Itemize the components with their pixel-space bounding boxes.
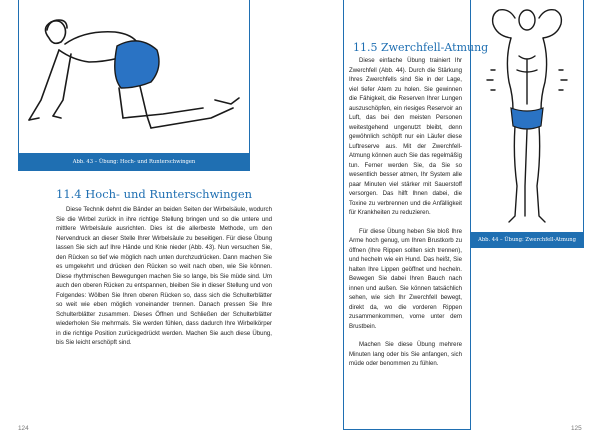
left-paragraph: Diese Technik dehnt die Bänder an beiden Seiten der Wirbelsäule, wodurch Sie die Wirbel zurück in ihre richtige Stellung bringen und so die untere und mittlere Wirbelsäule ausrichten. Dies ist die allerbeste Methode, um den Nervendruck an dieser Stelle Ihrer Wirbelsäule zu beseitigen. Für diese Übung lassen Sie sich auf Ihre Hände und Knie nieder (Abb. 43). Nun versuchen Sie, den Rücken so tief wie möglich nach unten durchzudrücken. Dann machen Sie es umgekehrt und drücken den Rücken so weit nach oben, wie Sie können. Diese rhythmischen Bewegungen machen Sie so lange, bis Sie müde sind. Um auch den oberen Rücken zu entspannen, bleiben Sie in dieser Stellung und von Folgendes: Wölben Sie Ihren oberen Rücken so, dass sich die Schulterblätter so weit wie eben möglich voneinander trennen. Danach pressen Sie Ihre Schulterblätter zusammen. Dieses Öffnen und Schließen der Schulterblätter wiederholen Sie mehrmals. Sie werden fühlen, dass dadurch Ihre Wirbelkörper in die richtige Position zurückgedrückt werden. Machen Sie auch diese Übung, bis Sie leicht erschöpft sind. [56,206,272,346]
left-body-text [56,205,272,348]
figure-44-illustration [471,0,581,232]
right-paragraph-2: Für diese Übung heben Sie bloß Ihre Arme hoch genug, um Ihren Brustkorb zu öffnen (Ihre Rippen sollten sich trennen), und hecheln wie ein Hund. Das heißt, Sie halten Ihre Lippen geöffnet und hecheln. Bewegen Sie dabei Ihren Bauch nach innen und außen. Sie können tatsächlich sehen, wie sich Ihr Zwerchfell bewegt, direkt da, wo die vorderen Rippen zusammenkommen, vorne unter dem Brustbein. [349,227,462,330]
figure-43-illustration [19,0,248,148]
right-page-number: 125 [571,425,582,432]
shorts-shape [115,41,159,88]
right-body-text [349,56,462,369]
figure-44-caption [470,232,584,248]
figure-43-caption [18,153,250,170]
left-page-number: 124 [18,425,29,432]
figure-43-caption-text: Abb. 43 – Übung: Hoch- und Runterschwingen [72,158,196,165]
left-section-heading: 11.4 Hoch- und Runterschwingen [56,187,253,201]
right-paragraph-1: Diese einfache Übung trainiert Ihr Zwerchfell (Abb. 44). Durch die Stärkung Ihres Zwerchfells sind Sie in der Lage, viel tiefer Atem zu holen. Sie gewinnen die Fähigkeit, die Reserven Ihrer Lungen auszuschöpfen, ein riesiges Reservoir an Luft, das bei den meisten Personen weitestgehend ungenutzt bleibt, denn gewöhnlich schöpft nur ein Läufer diese Luftreserve aus. Mit der Zwerchfell-Atmung können auch Sie das regelmäßig tun. Ferner werden Sie, da Sie so wesentlich besser atmen, Ihr System alle paar Minuten viel stärker mit Sauerstoff versorgen. Das hilft Ihnen dabei, die Toxine zu verbrennen und die Anfälligkeit für Krankheiten zu reduzieren. [349,57,462,216]
right-paragraph-3: Machen Sie diese Übung mehrere Minuten lang oder bis Sie anfangen, sich müde oder benommen zu fühlen. [349,341,462,367]
right-section-heading: 11.5 Zwerchfell-Atmung [353,41,489,54]
figure-44-caption-text: Abb. 44 – Übung: Zwerchfell-Atmung [478,237,576,243]
briefs-shape [511,108,543,129]
